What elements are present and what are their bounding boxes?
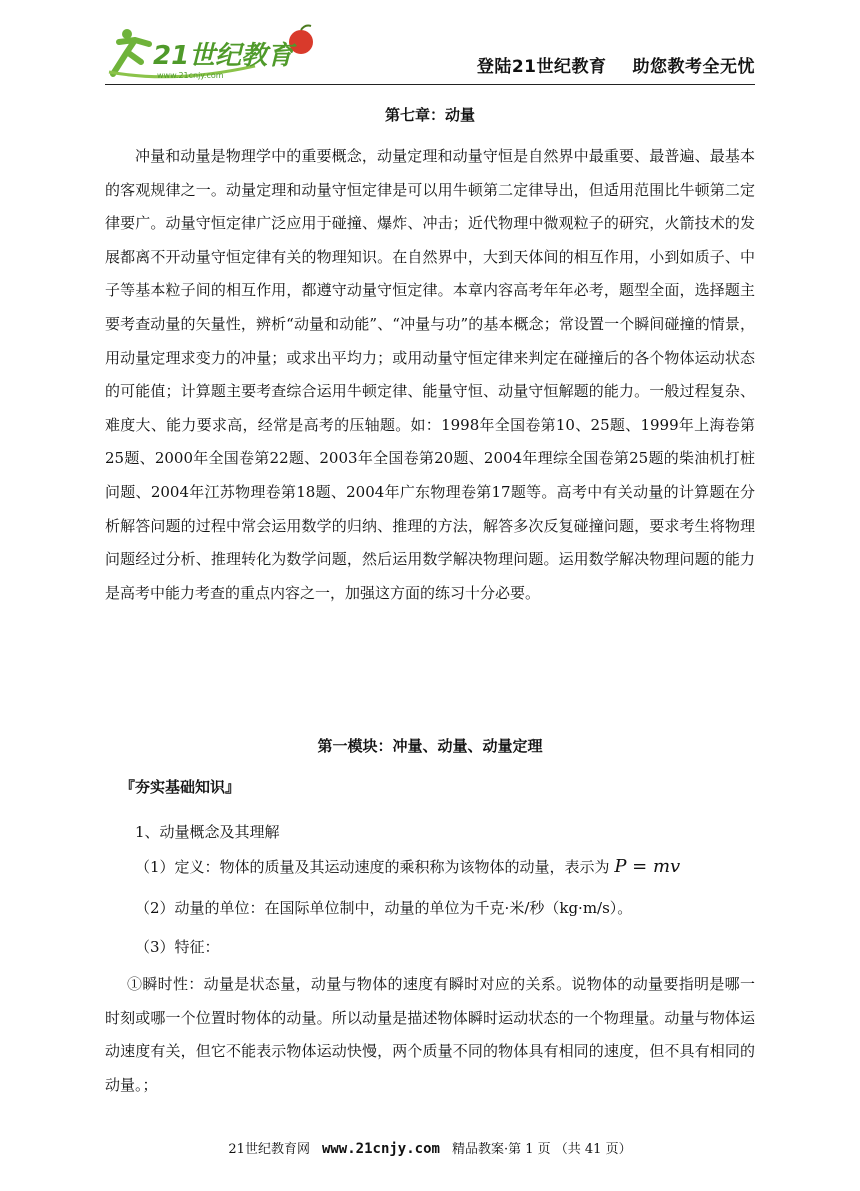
item-momentum-concept: 1、动量概念及其理解 — [135, 823, 280, 841]
intro-paragraph: 冲量和动量是物理学中的重要概念，动量定理和动量守恒是自然界中最重要、最普遍、最基本的客观规律之一。动量定理和动量守恒定律是可以用牛顿第二定律导出，但适用范围比牛顿第二定律要广。动量守恒定律广泛应用于碰撞、爆炸、冲击；近代物理中微观粒子的研究，火箭技术的发展都离不开动量守恒定律有关的物理知识。在自然界中，大到天体间的相互作用，小到如质子、中子等基本粒子间的相互作用，都遵守动量守恒定律。本章内容高考年年必考，题型全面，选择题主要考查动量的矢量性，辨析“动量和动能”、“冲量与功”的基本概念；常设置一个瞬间碰撞的情景，用动量定理求变力的冲量；或求出平均力；或用动量守恒定律来判定在碰撞后的各个物体运动状态的可能值；计算题主要考查综合运用牛顿定律、能量守恒、动量守恒解题的能力。一般过程复杂、难度大、能力要求高，经常是高考的压轴题。如：1998年全国卷第10、25题、1999年上海卷第25题、2000年全国卷第22题、2003年全国卷第20题、2004年理综全国卷第25题的柴油机打桩问题、2004年江苏物理卷第18题、2004年广东物理卷第17题等。高考中有关动量的计算题在分析解答问题的过程中常会运用数学的归纳、推理的方法，解答多次反复碰撞问题，要求考生将物理问题经过分析、推理转化为数学问题，然后运用数学解决物理问题。运用数学解决物理问题的能力是高考中能力考查的重点内容之一，加强这方面的练习十分必要。 — [105, 147, 755, 602]
instantaneity-paragraph: ①瞬时性：动量是状态量，动量与物体的速度有瞬时对应的关系。说物体的动量要指明是哪一时刻或哪一个位置时物体的动量。所以动量是描述物体瞬时运动状态的一个物理量。动量与物体运动速度有关，但它不能表示物体运动快慢，两个质量不同的物体具有相同的速度，但不具有相同的动量。； — [105, 975, 755, 1094]
slogan-left: 登陆21世纪教育 — [476, 57, 607, 77]
header-divider — [105, 84, 755, 85]
header-slogan — [477, 52, 755, 77]
footer-site: 21世纪教育网 — [228, 1142, 310, 1157]
module-title: 第一模块：冲量、动量、动量定理 — [317, 737, 543, 755]
logo-text: 21世纪教育 — [153, 41, 294, 71]
page-header — [105, 22, 755, 84]
section-heading: 『夯实基础知识』 — [120, 778, 241, 796]
page-footer — [0, 1138, 860, 1157]
slogan-right: 助您教考全无忧 — [632, 57, 755, 77]
logo-url: www.21cnjy.com — [157, 71, 224, 80]
footer-url[interactable]: www.21cnjy.com — [321, 1141, 440, 1157]
chapter-title: 第七章：动量 — [384, 106, 475, 124]
item-definition — [135, 856, 680, 877]
item-unit: （2）动量的单位：在国际单位制中，动量的单位为千克·米/秒（kg·m/s）。 — [135, 899, 633, 917]
logo — [105, 22, 320, 84]
footer-page-info: 精品教案·第 1 页 （共 41 页） — [451, 1142, 632, 1157]
momentum-formula: P = mv — [614, 856, 681, 877]
item-feature: （3）特征： — [135, 938, 220, 956]
definition-text: （1）定义：物体的质量及其运动速度的乘积称为该物体的动量，表示为 — [135, 858, 610, 876]
